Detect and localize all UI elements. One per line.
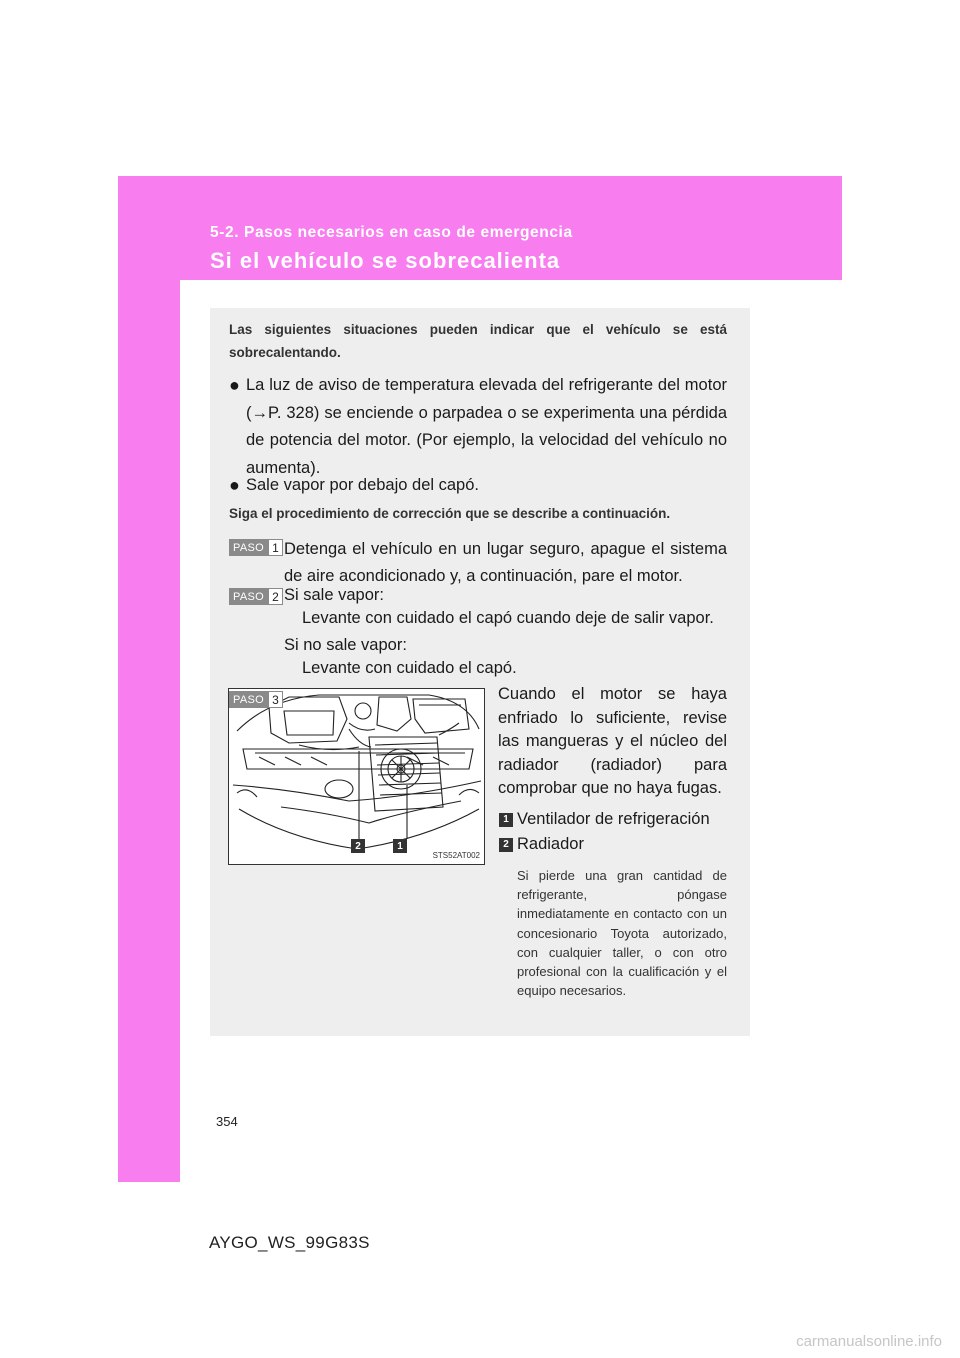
legend-number: 2: [499, 838, 513, 852]
step-badge-number: 3: [268, 691, 283, 708]
step-badge-label: PASO: [229, 539, 268, 556]
step-badge-number: 1: [268, 539, 283, 556]
step-badge-2: [229, 588, 283, 605]
callout-number: 2: [351, 839, 365, 853]
page-title: Si el vehículo se sobrecalienta: [210, 248, 561, 273]
intro-text: Las siguientes situaciones pueden indicar que el vehículo se está sobrecalentando.: [229, 322, 727, 360]
figure-code: STS52AT002: [432, 851, 480, 860]
legend-number: 1: [499, 813, 513, 827]
bullet-text: La luz de aviso de temperatura elevada del refrigerante del motor (→P. 328) se enciende o parpadea o se experimenta una pérdida de potencia del motor. (Por ejemplo, la velocidad del vehículo no aumenta).: [246, 376, 727, 477]
document-code: AYGO_WS_99G83S: [209, 1233, 370, 1252]
bullet-item: [229, 472, 727, 500]
figure-callout-2: [351, 839, 369, 853]
procedure-intro: Siga el procedimiento de corrección que se describe a continuación.: [229, 506, 671, 521]
callout-number: 1: [393, 839, 407, 853]
step-2-case-a: Si sale vapor:: [284, 586, 384, 604]
legend-item-1: [499, 810, 710, 829]
step-3-text: Cuando el motor se haya enfriado lo suficiente, revise las mangueras y el núcleo del radiador (radiador) para comprobar que no haya fugas.: [498, 685, 727, 797]
bullet-item: [229, 372, 727, 482]
side-accent-band: [118, 176, 180, 1182]
section-heading: 5-2. Pasos necesarios en caso de emergencia: [210, 224, 573, 241]
engine-bay-drawing: [229, 689, 484, 864]
legend-text: Ventilador de refrigeración: [517, 810, 710, 828]
step-2-case-b: Si no sale vapor:: [284, 636, 407, 654]
step-1-text: Detenga el vehículo en un lugar seguro, apague el sistema de aire acondicionado y, a continuación, pare el motor.: [284, 540, 727, 585]
step-2-action-a: Levante con cuidado el capó cuando deje de salir vapor.: [302, 609, 714, 627]
step-badge-1: [229, 539, 283, 556]
watermark: carmanualsonline.info: [796, 1333, 942, 1350]
step-badge-label: PASO: [229, 691, 268, 708]
legend-text: Radiador: [517, 835, 584, 853]
figure-callout-1: [393, 839, 411, 853]
step-badge-3: [229, 691, 283, 708]
bullet-text: Sale vapor por debajo del capó.: [246, 476, 479, 494]
warning-note: Si pierde una gran cantidad de refrigerante, póngase inmediatamente en contacto con un concesionario Toyota autorizado, con cualquier taller, o con otro profesional con la cualificación y el equipo necesarios.: [517, 868, 727, 999]
step-badge-label: PASO: [229, 588, 268, 605]
step-badge-number: 2: [268, 588, 283, 605]
bullet-dot-icon: ●: [229, 375, 240, 395]
legend-item-2: [499, 835, 584, 854]
step-2-action-b: Levante con cuidado el capó.: [302, 659, 517, 677]
engine-bay-illustration: [228, 688, 485, 865]
page-number: 354: [216, 1114, 238, 1129]
bullet-dot-icon: ●: [229, 475, 240, 495]
